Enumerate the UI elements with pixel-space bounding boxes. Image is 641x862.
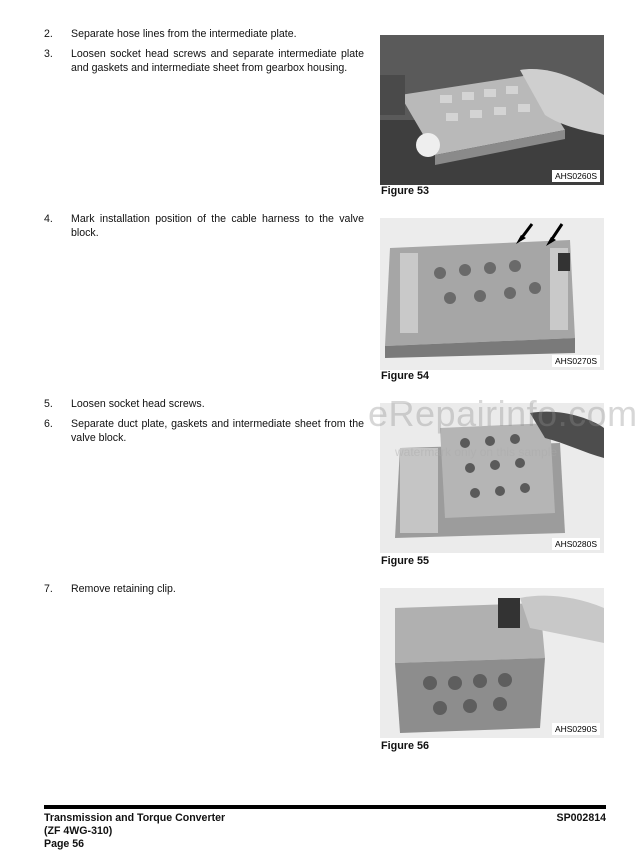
- footer-title-line2: (ZF 4WG-310): [44, 825, 113, 837]
- step-6: [44, 418, 364, 445]
- figure-image-id: AHS0280S: [552, 538, 600, 550]
- step-text: Separate duct plate, gaskets and intermediate sheet from the valve block.: [71, 418, 364, 444]
- step-number: 6.: [44, 418, 53, 430]
- step-4: [44, 213, 364, 240]
- figure-56-photo: [380, 588, 604, 738]
- footer-title-line1: Transmission and Torque Converter: [44, 812, 226, 824]
- step-3: [44, 48, 364, 75]
- step-number: 5.: [44, 398, 53, 410]
- figure-caption: Figure 53: [381, 185, 430, 197]
- figure-image-id: AHS0270S: [552, 355, 600, 367]
- figure-caption: Figure 56: [381, 740, 430, 752]
- footer-page-number: Page 56: [44, 838, 85, 850]
- step-7: [44, 583, 364, 597]
- step-number: 2.: [44, 28, 53, 40]
- watermark-subtext: watermark only on this sample: [395, 445, 558, 459]
- step-number: 3.: [44, 48, 53, 60]
- footer-rule: [44, 805, 606, 809]
- figure-54-photo: [380, 218, 604, 370]
- step-text: Loosen socket head screws.: [71, 398, 205, 410]
- step-text: Separate hose lines from the intermediate plate.: [71, 28, 297, 40]
- figure-53-photo: [380, 35, 604, 185]
- step-text: Mark installation position of the cable harness to the valve block.: [71, 213, 364, 239]
- step-text: Loosen socket head screws and separate intermediate plate and gaskets and intermediate sheet from gearbox housing.: [71, 48, 364, 74]
- step-5: [44, 398, 364, 412]
- footer-doc-code: SP002814: [556, 812, 606, 824]
- figure-caption: Figure 54: [381, 370, 430, 382]
- figure-image-id: AHS0290S: [552, 723, 600, 735]
- step-text: Remove retaining clip.: [71, 583, 176, 595]
- step-2: [44, 28, 364, 42]
- figure-caption: Figure 55: [381, 555, 430, 567]
- step-number: 7.: [44, 583, 53, 595]
- watermark: eRepairinfo.com: [368, 393, 638, 434]
- figure-image-id: AHS0260S: [552, 170, 600, 182]
- step-number: 4.: [44, 213, 53, 225]
